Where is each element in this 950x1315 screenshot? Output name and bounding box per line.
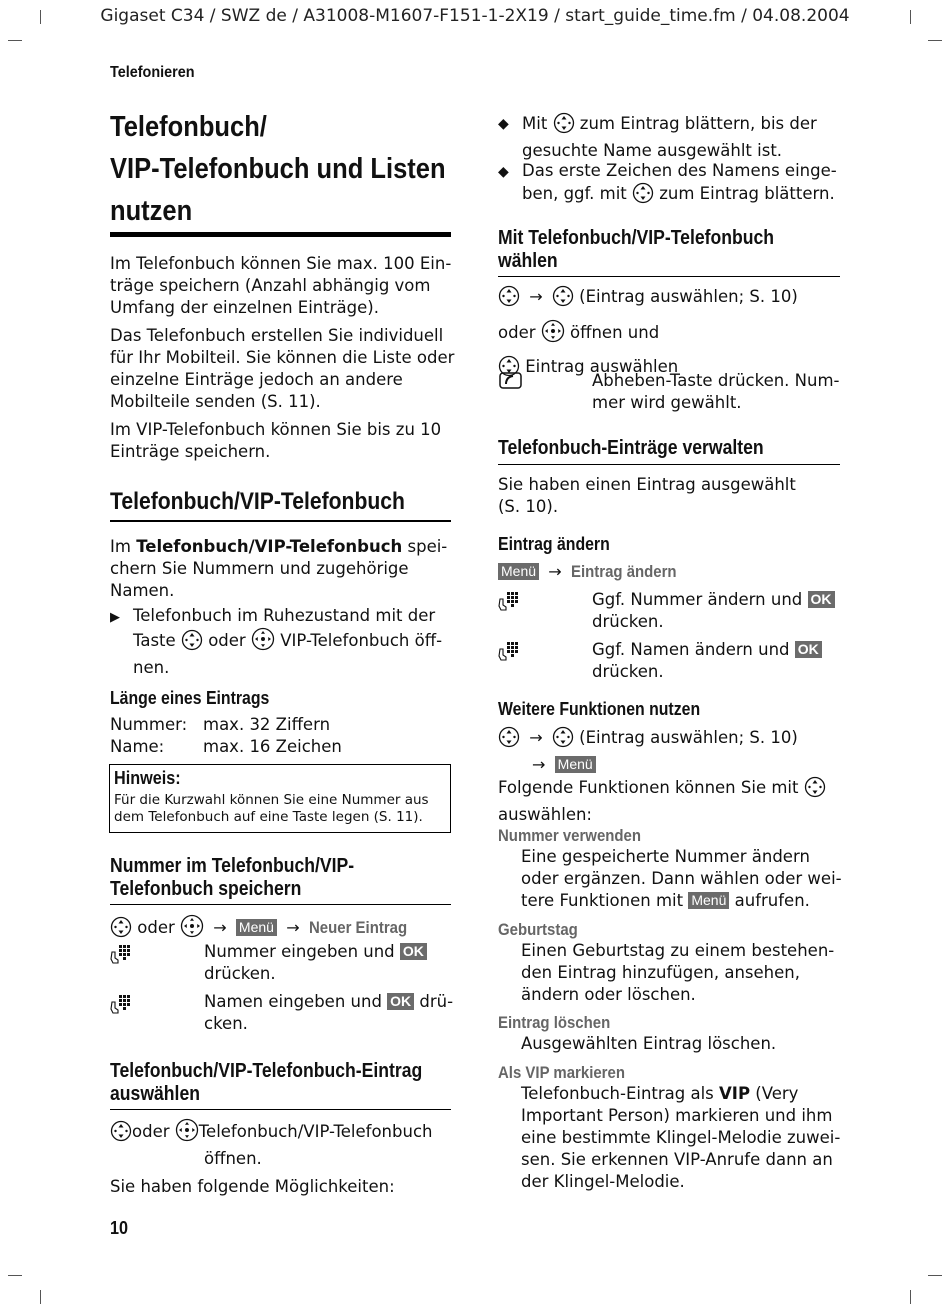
text-line: für Ihr Mobilteil. Sie können die Liste oder [110,348,455,367]
hint-title: Hinweis: [114,768,181,788]
page-title-line: VIP-Telefonbuch und Listen [110,153,446,185]
edit-step-number: Ggf. Nummer ändern und OK drücken. [592,589,835,633]
ok-key-label: OK [795,641,822,658]
edit-path [498,561,691,583]
heading-rule [498,464,840,465]
menu-key-label: Menü [555,756,596,773]
crop-mark [928,40,942,41]
navigation-key-icon [804,776,826,804]
navigation-key-icon [498,285,520,313]
navigation-key-icon [498,726,520,754]
function-item: Geburtstag Einen Geburtstag zu einem bestehen- den Eintrag hinzufügen, ansehen, ändern oder löschen. [498,920,835,1004]
crop-mark [40,1290,41,1304]
center-key-icon [180,914,204,944]
text-line: Im VIP-Telefonbuch können Sie bis zu 10 [110,420,442,439]
ok-key-label: OK [387,993,414,1010]
save-step-number: Nummer eingeben und OK drücken. [204,941,427,985]
text-line: Umfang der einzelnen Einträge). [110,298,379,317]
keypad-icon [498,591,520,615]
step-instruction: ▶ Telefonbuch im Ruhezustand mit der Taste oder VIP-Telefonbuch öff- nen. [110,606,443,677]
navigation-key-icon [632,182,654,210]
crop-mark [910,1290,911,1304]
step-marker-icon: ▶ [110,610,120,625]
crop-mark [8,1275,22,1276]
diamond-bullet-icon: ◆ [498,164,509,180]
crop-mark [928,1275,942,1276]
talk-key-icon [499,372,523,394]
heading-rule [498,276,840,277]
navigation-key-icon [181,629,203,657]
center-key-icon [175,1118,199,1148]
subheading-save: Nummer im Telefonbuch/VIP- Telefonbuch speichern [110,855,355,900]
arrow-icon: → [286,918,300,937]
text-line: einzelne Einträge jedoch an andere [110,370,403,389]
page-title-line: nutzen [110,195,193,227]
page-number: 10 [110,1218,129,1238]
keypad-icon [110,994,132,1018]
center-key-icon [251,627,275,657]
subheading-manage: Telefonbuch-Einträge verwalten [498,437,764,459]
arrow-icon: → [213,918,227,937]
heading-rule [110,904,451,905]
navigation-key-icon [552,726,574,754]
save-path: oder → Menü → Neuer Eintrag [110,914,420,944]
navigation-key-icon [552,285,574,313]
bullet-item: ◆ Mit zum Eintrag blättern, bis der gesuchte Name ausgewählt ist. [498,114,817,160]
function-name: Nummer verwenden [498,826,641,845]
function-item: Eintrag löschen Ausgewählten Eintrag löschen. [498,1013,777,1053]
hint-box [109,764,451,833]
subheading-edit: Eintrag ändern [498,534,610,554]
manage-text: Sie haben einen Eintrag ausgewählt (S. 10). [498,475,796,516]
section-label: Telefonieren [110,64,195,81]
function-name: Als VIP markieren [498,1063,625,1082]
arrow-icon: → [532,755,546,774]
ok-key-label: OK [400,943,427,960]
title-rule [110,232,451,237]
diamond-bullet-icon: ◆ [498,116,509,132]
more-path: → (Eintrag auswählen; S. 10) → Menü [498,726,798,776]
subheading-laenge: Länge eines Eintrags [110,688,270,708]
text-line: Im Telefonbuch können Sie max. 100 Ein- [110,254,452,273]
center-key-icon [541,319,565,349]
subheading-more: Weitere Funktionen nutzen [498,699,701,719]
menu-key-label: Menü [498,563,539,580]
section-heading: Telefonbuch/VIP-Telefonbuch [110,488,405,515]
save-step-name: Namen eingeben und OK drü- cken. [204,992,454,1033]
page-title-line: Telefonbuch/ [110,111,267,143]
navigation-key-icon [110,1120,132,1148]
hint-text: Für die Kurzwahl können Sie eine Nummer aus dem Telefonbuch auf eine Taste legen (S. 11). [114,792,429,825]
phonebook-paragraph: Im Telefonbuch/VIP-Telefonbuch spei- chern Sie Nummern und zugehörige Namen. [110,537,448,600]
arrow-icon: → [548,562,562,581]
edit-step-name: Ggf. Namen ändern und OK drücken. [592,639,822,683]
text-line: Das Telefonbuch erstellen Sie individuell [110,326,444,345]
navigation-key-icon [110,916,132,944]
ok-key-label: OK [808,591,835,608]
keypad-icon [110,944,132,968]
text-line: träge speichern (Anzahl abhängig vom [110,276,431,295]
dial-talk-text: Abheben-Taste drücken. Num- mer wird gewählt. [592,371,840,412]
dial-instructions: → (Eintrag auswählen; S. 10) oder öffnen und Eintrag auswählen [498,285,843,383]
subheading-dial: Mit Telefonbuch/VIP-Telefonbuch wählen [498,227,775,272]
function-name: Geburtstag [498,920,578,939]
text-line: Einträge speichern. [110,442,271,461]
menu-item-eintrag-aendern: Eintrag ändern [570,562,677,581]
navigation-key-icon [553,112,575,140]
document-header: Gigaset C34 / SWZ de / A31008-M1607-F151-1-2X19 / start_guide_time.fm / 04.08.2004 [100,6,850,26]
heading-rule [110,520,451,522]
intro-paragraph [110,253,455,463]
menu-key-label: Menü [236,919,277,936]
bullet-item: ◆ Das erste Zeichen des Namens einge- ben, ggf. mit zum Eintrag blättern. [498,160,843,210]
keypad-icon [498,641,520,665]
subheading-select: Telefonbuch/VIP-Telefonbuch-Eintrag auswählen [110,1060,423,1105]
arrow-icon: → [529,728,543,747]
function-item: Als VIP markieren Telefonbuch-Eintrag als VIP (Very Important Person) markieren und ihm eine bestimmte Klingel-Melodie zuwei- sen. Sie erkennen VIP-Anrufe dann an der Klingel-Melodie. [498,1063,841,1191]
select-instruction: oder Telefonbuch/VIP-Telefonbuch öffnen. Sie haben folgende Möglichkeiten: [110,1118,455,1198]
crop-mark [8,40,22,41]
arrow-icon: → [529,287,543,306]
heading-rule [110,1109,451,1110]
menu-key-label: Menü [688,892,729,909]
function-item: Nummer verwenden Eine gespeicherte Nummer ändern oder ergänzen. Dann wählen oder wei- tere Funktionen mit Menü aufrufen. [498,826,842,910]
function-name: Eintrag löschen [498,1013,611,1032]
text-line: Mobilteile senden (S. 11). [110,392,321,411]
menu-item-neuer-eintrag: Neuer Eintrag [308,918,407,937]
more-text: Folgende Funktionen können Sie mit auswählen: [498,776,826,826]
length-table: Nummer: max. 32 Ziffern Name: max. 16 Zeichen [110,715,342,756]
